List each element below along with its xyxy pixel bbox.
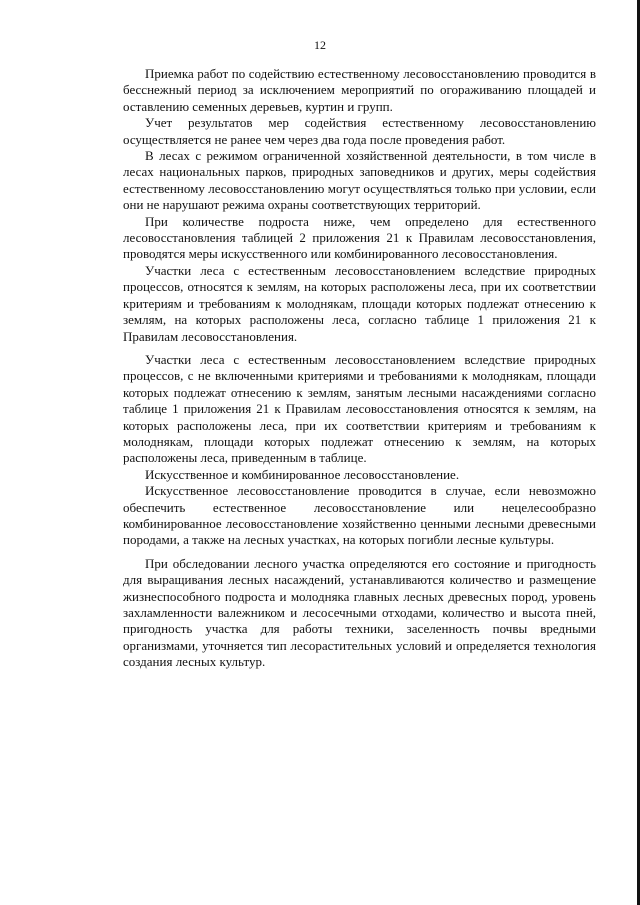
paragraph-natural-regeneration-plots: Участки леса с естественным лесовосстановлением вследствие природных процессов, относятся к землям, на которых расположены леса, при их соответствии критериям и требованиям к молоднякам, площади которых подлежат отнесению к землям, на которых расположены леса, согласно таблице 1 приложения 21 к Правилам лесовосстановления. <box>123 262 596 344</box>
paragraph-section-heading: Искусственное и комбинированное лесовосстановление. <box>145 466 460 482</box>
paragraph-accounting: Учет результатов мер содействия естественному лесовосстановлению осуществляется не ранее чем через два года после проведения работ. <box>123 115 596 147</box>
document-body <box>123 66 596 671</box>
paragraph-undergrowth-quantity: При количестве подроста ниже, чем определено для естественного лесовосстановления таблицей 2 приложения 21 к Правилам лесовосстановления, проводятся меры искусственного или комбинированного лесовосстановления. <box>123 213 596 262</box>
paragraph-acceptance: Приемка работ по содействию естественному лесовосстановлению проводится в бесснежный период за исключением мероприятий по огораживанию площадей и оставлению семенных деревьев, куртин и групп. <box>123 66 596 114</box>
paragraph-artificial-regeneration: Искусственное лесовосстановление проводится в случае, если невозможно обеспечить естественное лесовосстановление или нецелесообразно комбинированное лесовосстановление хозяйственно ценными лесными древесными породами, а также на лесных участках, на которых погибли лесные культуры. <box>123 483 596 548</box>
paragraph-natural-regeneration-other: Участки леса с естественным лесовосстановлением вследствие природных процессов, с не включенными критериями и требованиями к молоднякам, площади которых подлежат отнесению к землям, занятым лесными насаждениями согласно таблице 1 приложения 21 к Правилам лесовосстановления относятся к землям, на которых расположены леса, при их соответствии критериям и требованиям к молоднякам, площади которых подлежат отнесению к землям, на которых расположены леса, приведенным в таблице. <box>123 351 596 466</box>
page-number: 12 <box>314 38 326 52</box>
paragraph-restricted-forests: В лесах с режимом ограниченной хозяйственной деятельности, в том числе в лесах национальных парков, природных заповедников и других, меры содействия естественному лесовосстановлению могут осуществляться только при условии, если они не нарушают режима охраны соответствующих территорий. <box>123 148 596 213</box>
paragraph-site-survey: При обследовании лесного участка определяются его состояние и пригодность для выращивания лесных насаждений, устанавливаются количество и размещение жизнеспособного подроста и молодняка главных лесных древесных пород, уровень захламленности валежником и лесосечными отходами, количество и высота пней, пригодность участка для работы техники, заселенность почвы вредными организмами, уточняется тип лесорастительных условий и определяется технология создания лесных культур. <box>123 555 596 670</box>
